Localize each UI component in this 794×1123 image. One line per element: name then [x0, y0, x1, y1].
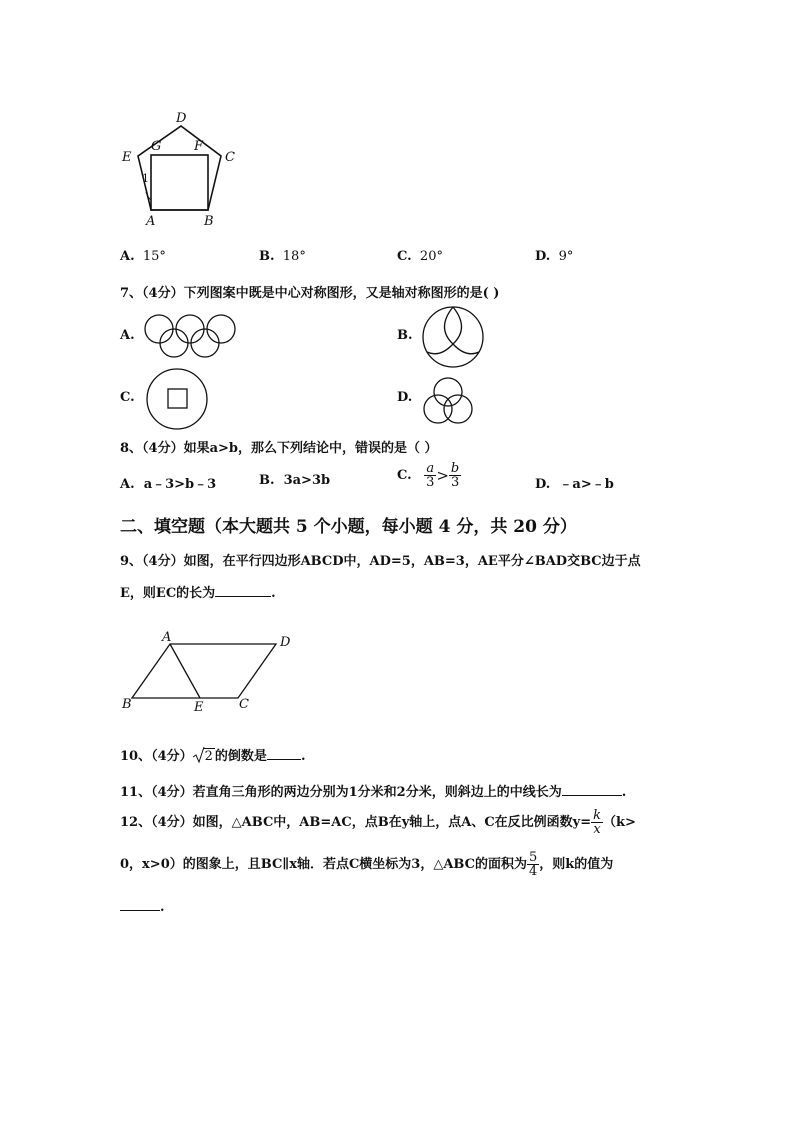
- fraction-k-over-x: $\frac{k}{x}$: [593, 808, 602, 837]
- three-arc-circle-figure: [422, 306, 484, 368]
- square: [151, 155, 208, 210]
- q9-line-2: E，则EC的长为 .: [120, 586, 276, 601]
- label-C: C: [225, 150, 235, 165]
- label-A: A: [146, 214, 156, 229]
- parallelogram-figure: [120, 630, 300, 716]
- parallelogram-abcd: [132, 644, 276, 698]
- q10-answer-blank[interactable]: [267, 759, 301, 760]
- q8-option-b: B. 3a>3b: [259, 473, 331, 488]
- q7-option-b-label: B.: [397, 328, 413, 343]
- label-B: B: [122, 697, 132, 712]
- q11-line: 11、（4分）若直角三角形的两边分别为1分米和2分米，则斜边上的中线长为 .: [120, 785, 627, 800]
- q6-option-a: A. 15°: [120, 249, 166, 264]
- label-F: F: [194, 139, 204, 154]
- label-D: D: [176, 111, 187, 126]
- q9-line-1: 9、（4分）如图，在平行四边形ABCD中，AD=5，AB=3，AE平分∠BAD交BC边于点: [120, 554, 641, 569]
- label-G: G: [151, 139, 162, 154]
- q10-line: 10、（4分） 2 的倒数是 .: [120, 749, 306, 764]
- q11-answer-blank[interactable]: [562, 795, 622, 796]
- q12-answer-blank[interactable]: [120, 910, 160, 911]
- label-E: E: [194, 700, 204, 715]
- q6-option-b: B. 18°: [259, 249, 306, 264]
- section-2-heading: 二、填空题（本大题共 5 个小题，每小题 4 分，共 20 分）: [120, 517, 577, 537]
- sqrt-2: 2: [193, 749, 215, 764]
- q12-line-2: 0，x>0）的图象上，且BC∥x轴．若点C横坐标为3，△ABC的面积为 $\frac{5}{4}$ ，则k的值为: [120, 850, 614, 879]
- fraction-b-over-3: $\frac{b}{3}$: [450, 461, 460, 490]
- q8-option-a: A. a﹣3>b﹣3: [120, 477, 217, 492]
- label-A: A: [162, 630, 172, 645]
- q6-option-d: D. 9°: [535, 249, 574, 264]
- segment-ae: [170, 644, 200, 698]
- fraction-a-over-3: $\frac{a}{3}$: [426, 461, 435, 490]
- coin-square-figure: [146, 368, 208, 430]
- q7-option-d-label: D.: [397, 390, 413, 405]
- triquetra-figure: [420, 376, 476, 426]
- q12-line-3: .: [120, 900, 165, 915]
- q9-answer-blank[interactable]: [215, 596, 271, 597]
- label-E: E: [122, 150, 132, 165]
- q12-line-1: 12、（4分）如图，△ABC中，AB=AC，点B在y轴上，点A、C在反比例函数y= $\frac{k}{x}$ （k>: [120, 808, 636, 837]
- q7-stem: 7、（4分）下列图案中既是中心对称图形，又是轴对称图形的是( ): [120, 286, 500, 301]
- fraction-5-over-4: $\frac{5}{4}$: [529, 850, 538, 879]
- q6-option-c: C. 20°: [397, 249, 443, 264]
- label-B: B: [204, 214, 214, 229]
- q8-stem: 8、（4分）如果a>b，那么下列结论中，错误的是（ ）: [120, 441, 438, 456]
- label-C: C: [239, 697, 249, 712]
- label-1: 1: [142, 172, 149, 185]
- q8-option-c: C. $\frac{a}{3}$ > $\frac{b}{3}$: [397, 461, 460, 490]
- q8-option-d: D. ﹣a>﹣b: [535, 477, 614, 492]
- pentagon-square-figure: [118, 106, 248, 232]
- q7-option-a-label: A.: [120, 328, 135, 343]
- label-D: D: [280, 635, 291, 650]
- olympic-rings-figure: [144, 314, 238, 360]
- q7-option-c-label: C.: [120, 390, 135, 405]
